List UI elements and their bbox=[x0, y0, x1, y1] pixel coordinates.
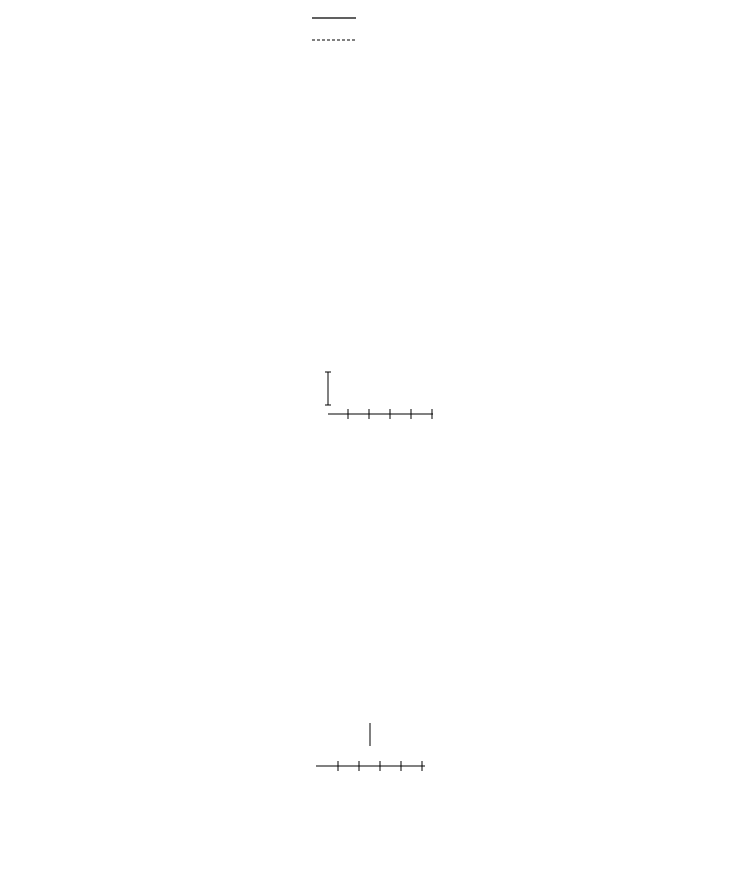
scale-bar-bottom bbox=[316, 723, 425, 771]
scale-bar-top bbox=[325, 372, 433, 419]
legend bbox=[312, 18, 356, 40]
